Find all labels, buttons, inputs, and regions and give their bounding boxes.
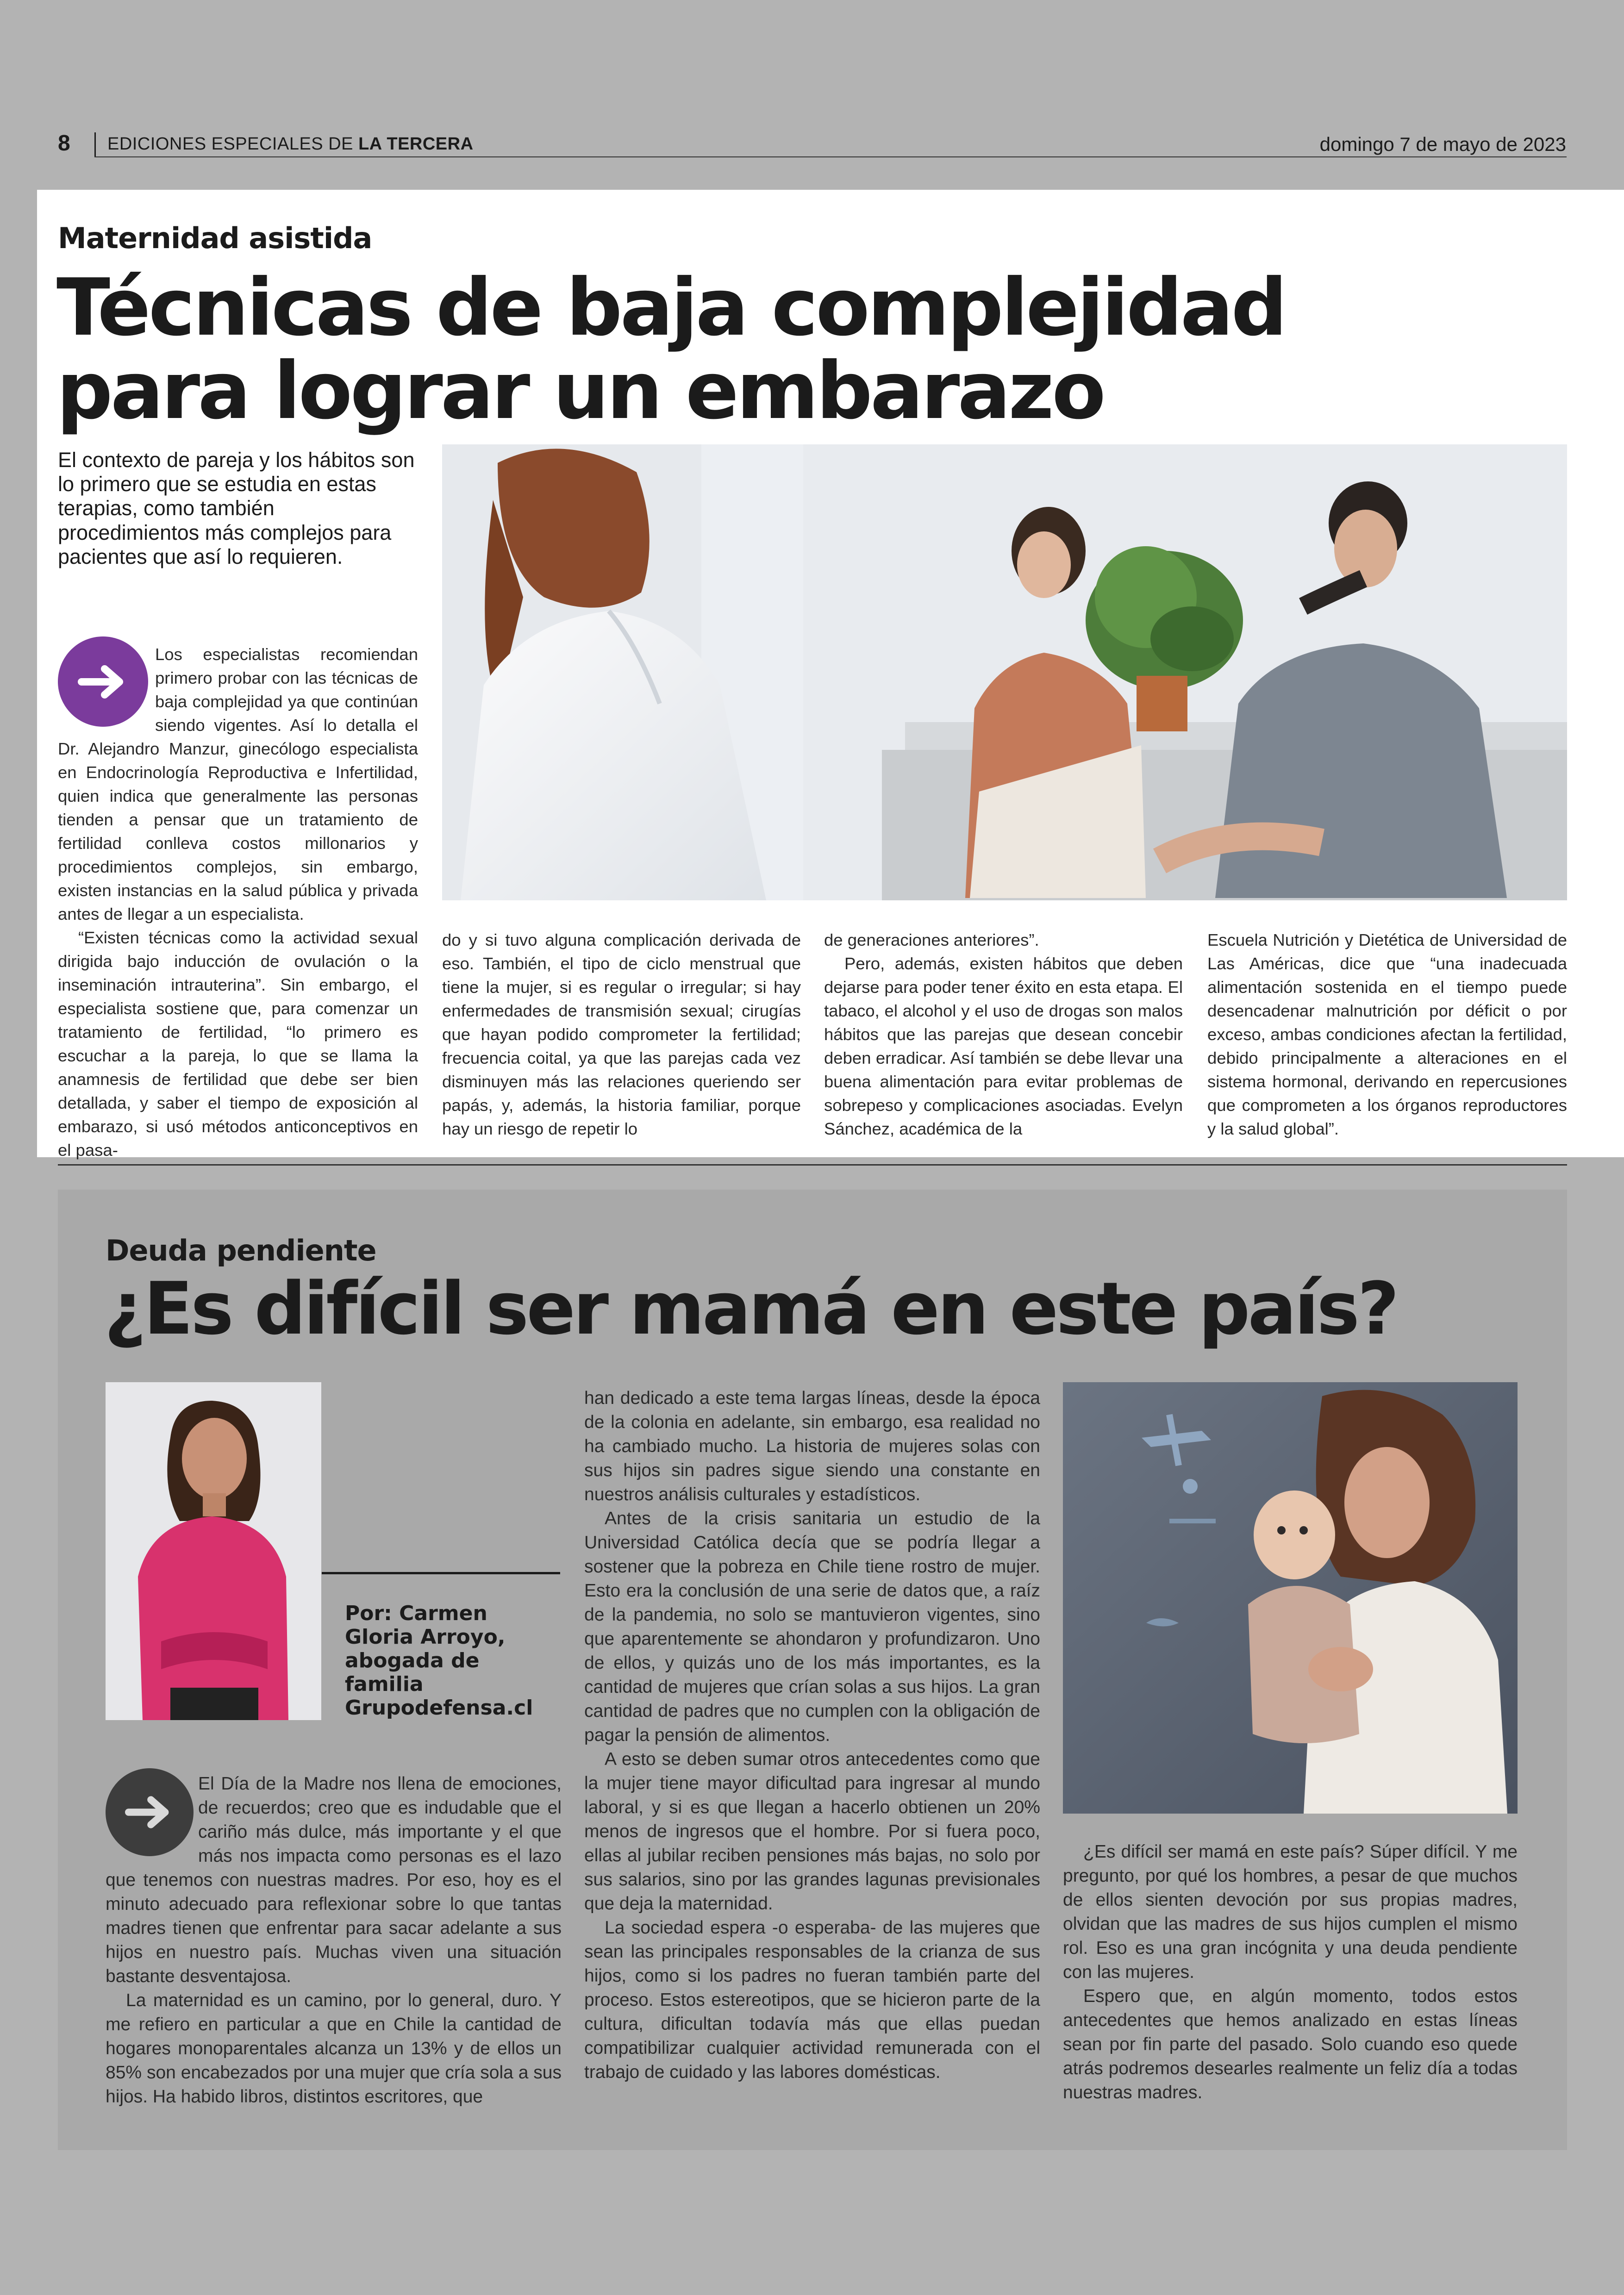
- article-1-headline: [56, 262, 1285, 437]
- article-1-column-2: [442, 928, 801, 1141]
- issue-date: domingo 7 de mayo de 2023: [1319, 133, 1566, 155]
- article-1-col4-paragraph: Escuela Nutrición y Dietética de Universidad de Las Américas, dice que “una inadecuada alimentación sostenida en el tiempo puede desencadenar malnutrición por déficit o por exceso, ambas condiciones afectan la fertilidad, debido principalmente a alteraciones en el sistema hormonal, derivando en repercusiones que comprometen a los órganos reproductores y la salud global”.: [1207, 930, 1567, 1138]
- article-2-column-3: [1063, 1840, 1518, 2105]
- article-2-col1-paragraph-1: El Día de la Madre nos llena de emociones, de recuerdos; creo que es indudable que el cariño más dulce, más importante y el que más nos impacta como personas es el lazo que tenemos con nuestras madres. Por eso, hoy es el minuto adecuado para reflexionar sobre lo que tantas madres tienen que enfrentar para sacar adelante a sus hijos en nuestro país. Muchas viven una situación bastante desventajosa.: [106, 1774, 562, 1986]
- article-1-col1-paragraph-1: Los especialistas recomiendan primero probar con las técnicas de baja complejidad ya que continúan siendo vigentes. Así lo detalla el Dr. Alejandro Manzur, ginecólogo especialista en Endocrinología Reproductiva e Infertilidad, quien indica que generalmente las personas tienden a pensar que un tratamiento de fertilidad conlleva costos millonarios y procedimientos complejos, sin embargo, existen instancias en la salud pública y privada antes de llegar a un especialista.: [58, 645, 418, 923]
- article-1-kicker: Maternidad asistida: [58, 221, 372, 255]
- header-rule: [94, 156, 1567, 157]
- page-number: 8: [58, 131, 70, 156]
- article-1-column-3: [824, 928, 1183, 1141]
- article-1-column-4: [1207, 928, 1567, 1141]
- article-1-col1-paragraph-2: “Existen técnicas como la actividad sexual dirigida bajo inducción de ovulación o la inseminación intrauterina”. Sin embargo, el especialista sostiene que, para comenzar un tratamiento de fertilidad, “lo primero es escuchar a la pareja, lo que se llama la anamnesis de fertilidad que debe ser bien detallada, y saber el tiempo de exposición al embarazo, si usó métodos anticonceptivos en el pasa-: [58, 928, 418, 1160]
- section-brand: LA TERCERA: [358, 134, 474, 154]
- headline-line-1: Técnicas de baja complejidad: [56, 262, 1285, 354]
- article-2-col3-paragraph-2: Espero que, en algún momento, todos estos antecedentes que hemos analizado en estas líneas sean por fin parte del pasado. Solo cuando eso quede atrás podremos desearles realmente un feliz día a todas nuestras madres.: [1063, 1986, 1518, 2102]
- article-2-col2-paragraph-4: La sociedad espera -o esperaba- de las mujeres que sean las principales responsables de la crianza de sus hijos, como si los padres no fueran también parte del proceso. Estos estereotipos, que se hicieron parte de la cultura, dificultan todavía más que ellas puedan compatibilizar cualquier actividad remunerada con el trabajo de cuidado y las labores domésticas.: [584, 1918, 1040, 2082]
- badge-wrap-spacer: [106, 1772, 198, 1862]
- article-2-col2-paragraph-1: han dedicado a este tema largas líneas, desde la época de la colonia en adelante, sin embargo, esa realidad no ha cambiado mucho. La historia de mujeres solas con sus hijos sin padres sigue siendo una constante en nuestros análisis culturales y estadísticos.: [584, 1388, 1040, 1504]
- author-portrait-illustration: [106, 1382, 321, 1720]
- consultation-illustration: [442, 444, 1567, 900]
- article-2-headline: ¿Es difícil ser mamá en este país?: [104, 1266, 1397, 1351]
- byline-rule: [322, 1572, 560, 1574]
- article-2-kicker: Deuda pendiente: [106, 1234, 376, 1267]
- header-divider: [94, 132, 96, 157]
- article-2-column-1: [106, 1772, 562, 2109]
- article-2-col2-paragraph-2: Antes de la crisis sanitaria un estudio de la Universidad Católica decía que se podría llegar a sostener que la pobreza en Chile tiene rostro de mujer. Esto era la conclusión de una serie de datos que, a raíz de la pandemia, no solo se mantuvieron vigentes, sino que aparentemente se ahondaron y profundizaron. Uno de ellos, y quizás uno de los más importantes, es la cantidad de mujeres que crían solas a sus hijos. La gran cantidad de padres que no cumplen con la obligación de pagar la pensión de alimentos.: [584, 1509, 1040, 1745]
- author-portrait-photo: [106, 1382, 321, 1720]
- section-divider-rule: [58, 1164, 1567, 1166]
- article-1-column-1: [58, 642, 418, 1162]
- article-1-deck: El contexto de pareja y los hábitos son lo primero que se estudia en estas terapias, como también procedimientos más complejos para pacientes que así lo requieren.: [58, 448, 415, 568]
- headline-line-2: para lograr un embarazo: [56, 345, 1104, 437]
- mother-baby-illustration: [1063, 1382, 1518, 1814]
- mother-and-baby-photo: [1063, 1382, 1518, 1814]
- section-prefix: EDICIONES ESPECIALES DE: [107, 134, 353, 154]
- article-2-col3-paragraph-1: ¿Es difícil ser mamá en este país? Súper difícil. Y me pregunto, por qué los hombres, a pesar de que muchos de ellos sienten devoción por sus propias madres, olvidan que las madres de sus hijos cumplen el mismo rol. Eso es una gran incógnita y una deuda pendiente con las mujeres.: [1063, 1842, 1518, 1982]
- article-2-col1-paragraph-2: La maternidad es un camino, por lo general, duro. Y me refiero en particular a que en Chile la cantidad de hogares monoparentales alcanza un 13% y de ellos un 85% son encabezados por una mujer que cría sola a sus hijos. Ha habido libros, distintos escritores, que: [106, 1990, 562, 2107]
- section-title: [107, 134, 474, 154]
- article-2-column-2: [584, 1386, 1040, 2084]
- article-1-col2-paragraph: do y si tuvo alguna complicación derivada de eso. También, el tipo de ciclo menstrual que tiene la mujer, si es regular o irregular; si hay enfermedades de transmisión sexual; cirugías que hayan podido comprometer la fertilidad; frecuencia coital, ya que las parejas cada vez disminuyen más las relaciones queriendo ser papás, y, además, la historia familiar, porque hay un riesgo de repetir lo: [442, 930, 801, 1138]
- couple-consultation-photo: [442, 444, 1567, 900]
- article-2-col2-paragraph-3: A esto se deben sumar otros antecedentes como que la mujer tiene mayor dificultad para ingresar al mundo laboral, y si es que llegan a hacerlo obtienen un 20% menos de ingresos que el hombre. Por si fuera poco, ellas al jubilar reciben pensiones más bajas, no solo por sus salarios, sino por las grandes lagunas previsionales que deja la maternidad.: [584, 1749, 1040, 1914]
- badge-wrap-spacer: [58, 642, 155, 728]
- article-1-col3-paragraph-2: Pero, además, existen hábitos que deben dejarse para poder tener éxito en esta etapa. El tabaco, el alcohol y el uso de drogas son malos hábitos que las parejas que desean concebir deben erradicar. Así también se debe llevar una buena alimentación para evitar problemas de sobrepeso y complicaciones asociadas. Evelyn Sánchez, académica de la: [824, 954, 1183, 1138]
- author-byline: Por: Carmen Gloria Arroyo, abogada de familia Grupodefensa.cl: [345, 1602, 533, 1720]
- article-1-col3-paragraph-1: de generaciones anteriores”.: [824, 930, 1039, 949]
